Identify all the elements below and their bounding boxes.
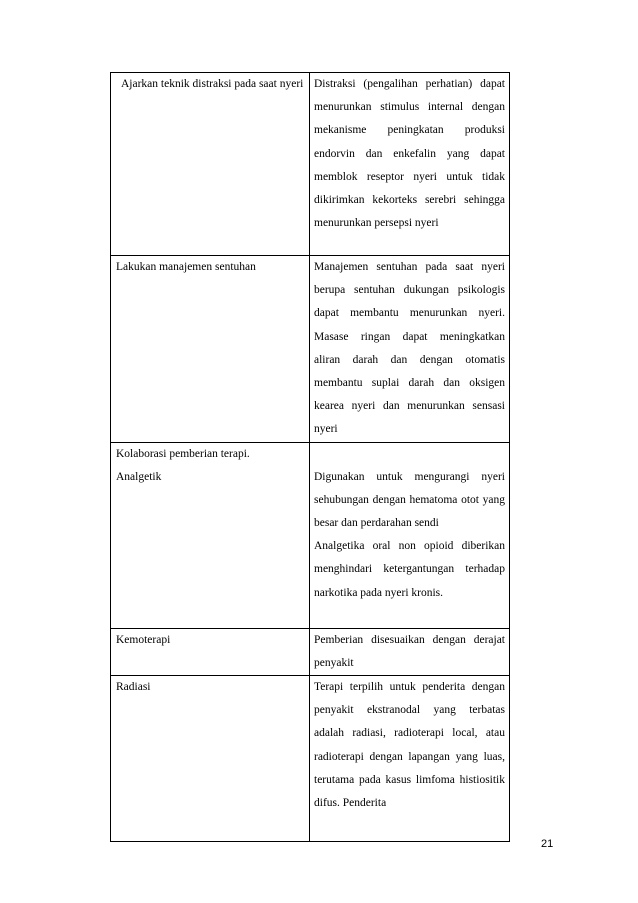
intervention-cell: [111, 73, 310, 256]
rationale-text: Terapi terpilih untuk penderita dengan penyakit ekstranodal yang terbatas adalah radiasi, radioterapi local, atau radioterapi dengan lapangan yang luas, terutama pada kasus limfoma histiositik difus. Penderita: [314, 681, 505, 810]
intervention-text: Lakukan manajemen sentuhan: [116, 261, 256, 273]
rationale-cell: [310, 73, 510, 256]
table-row: [111, 442, 510, 628]
intervention-text: Kemoterapi: [116, 633, 171, 646]
rationale-text: Digunakan untuk mengurangi nyeri sehubungan dengan hematoma otot yang besar dan perdarahan sendi: [314, 470, 505, 530]
rationale-subtext: Analgetika oral non opioid diberikan menghindari ketergantungan terhadap narkotika pada nyeri kronis.: [314, 540, 505, 599]
rationale-cell: [310, 676, 510, 842]
intervention-table: [110, 72, 510, 842]
rationale-cell: [310, 628, 510, 675]
intervention-text: Kolaborasi pemberian terapi.: [116, 447, 250, 460]
rationale-cell: [310, 256, 510, 443]
intervention-cell: [111, 628, 310, 675]
table-row: [111, 73, 510, 256]
intervention-cell: [111, 676, 310, 842]
rationale-text: Distraksi (pengalihan perhatian) dapat menurunkan stimulus internal dengan mekanisme peningkatan produksi endorvin dan enkefalin yang dapat memblok reseptor nyeri untuk tidak dikirimkan kekorteks serebri sehingga menurunkan persepsi nyeri: [314, 78, 505, 230]
rationale-text: Pemberian disesuaikan dengan derajat penyakit: [314, 633, 505, 669]
page-number: 21: [541, 838, 554, 850]
intervention-text: Ajarkan teknik distraksi pada saat nyeri: [121, 78, 304, 90]
intervention-cell: [111, 256, 310, 443]
intervention-subtext: Analgetik: [116, 470, 162, 483]
table-row: [111, 676, 510, 842]
table-row: [111, 256, 510, 443]
rationale-cell: [310, 442, 510, 628]
intervention-cell: [111, 442, 310, 628]
rationale-text: Manajemen sentuhan pada saat nyeri berupa sentuhan dukungan psikologis dapat membantu menurunkan nyeri. Masase ringan dapat meningkatkan aliran darah dan dengan otomatis membantu suplai darah dan oksigen kearea nyeri dan menurunkan sensasi nyeri: [314, 261, 505, 436]
intervention-text: Radiasi: [116, 681, 151, 694]
table-row: [111, 628, 510, 675]
